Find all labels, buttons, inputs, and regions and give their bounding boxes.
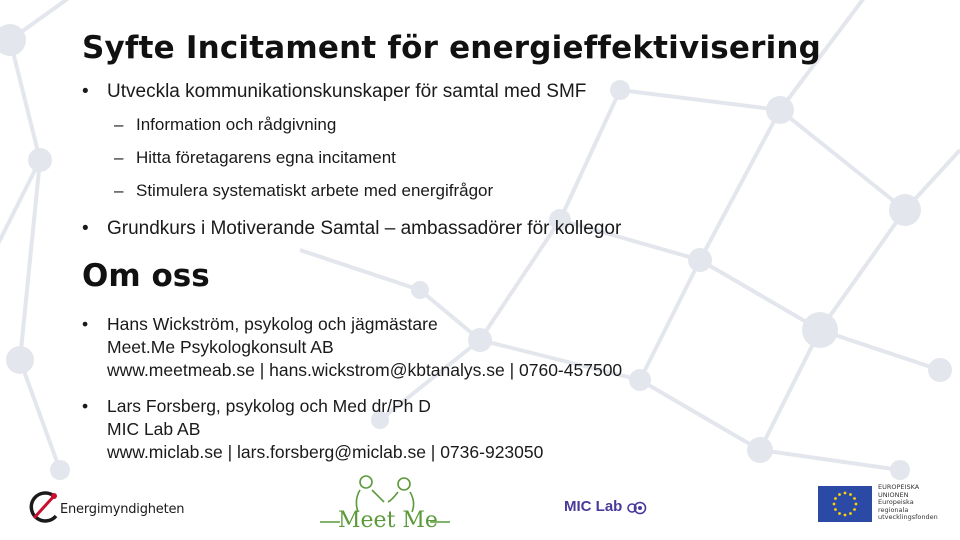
miclab-mark-icon [626, 499, 652, 517]
contact-company: Meet.Me Psykologkonsult AB [107, 337, 334, 357]
contact-company: MIC Lab AB [107, 419, 201, 439]
energimyndigheten-mark-icon [28, 488, 62, 526]
eu-star [838, 512, 841, 515]
eu-star [853, 497, 856, 500]
eu-star [838, 493, 841, 496]
slide-title: Syfte Incitament för energieffektivisering [82, 30, 822, 66]
purpose-bullet-text: Grundkurs i Motiverande Samtal – ambassadörer för kollegor [107, 218, 622, 239]
eu-star [853, 508, 856, 511]
eu-star [855, 503, 858, 506]
bullet-dot: • [82, 81, 89, 102]
contact-details: www.meetmeab.se | hans.wickstrom@kbtanalys.se | 0760-457500 [107, 360, 623, 380]
eu-star [849, 512, 852, 515]
eu-star [833, 503, 836, 506]
eu-star [834, 508, 837, 511]
about-heading: Om oss [82, 258, 210, 294]
contact-name: Lars Forsberg, psykolog och Med dr/Ph D [107, 396, 431, 416]
eu-logo [818, 484, 938, 526]
miclab-logo [540, 494, 660, 520]
energimyndigheten-wordmark: Energimyndigheten [60, 502, 185, 517]
purpose-subitem-text: Stimulera systematiskt arbete med energifrågor [136, 181, 494, 200]
purpose-bullet-text: Utveckla kommunikationskunskaper för samtal med SMF [107, 81, 587, 102]
sub-dash: – [114, 181, 124, 200]
meetme-wordmark: Meet Me [338, 508, 438, 533]
eu-caption: EUROPEISKA UNIONEN Europeiska regionala utvecklingsfonden [878, 483, 938, 522]
sub-dash: – [114, 115, 124, 134]
energimyndigheten-logo [28, 488, 185, 528]
contact-name: Hans Wickström, psykolog och jägmästare [107, 314, 438, 334]
eu-star [849, 493, 852, 496]
eu-star [844, 514, 847, 517]
bullet-dot: • [82, 314, 89, 334]
eu-star [834, 497, 837, 500]
contact-details: www.miclab.se | lars.forsberg@miclab.se | 0736-923050 [107, 442, 544, 462]
purpose-subitem-text: Information och rådgivning [136, 115, 337, 134]
bullet-dot: • [82, 218, 89, 239]
sub-dash: – [114, 148, 124, 167]
eu-star [844, 492, 847, 495]
purpose-subitem-text: Hitta företagarens egna incitament [136, 148, 396, 167]
eu-flag-icon [818, 486, 872, 522]
miclab-wordmark: MIC Lab [564, 498, 623, 515]
meetme-logo [318, 472, 454, 534]
bullet-dot: • [82, 396, 89, 416]
